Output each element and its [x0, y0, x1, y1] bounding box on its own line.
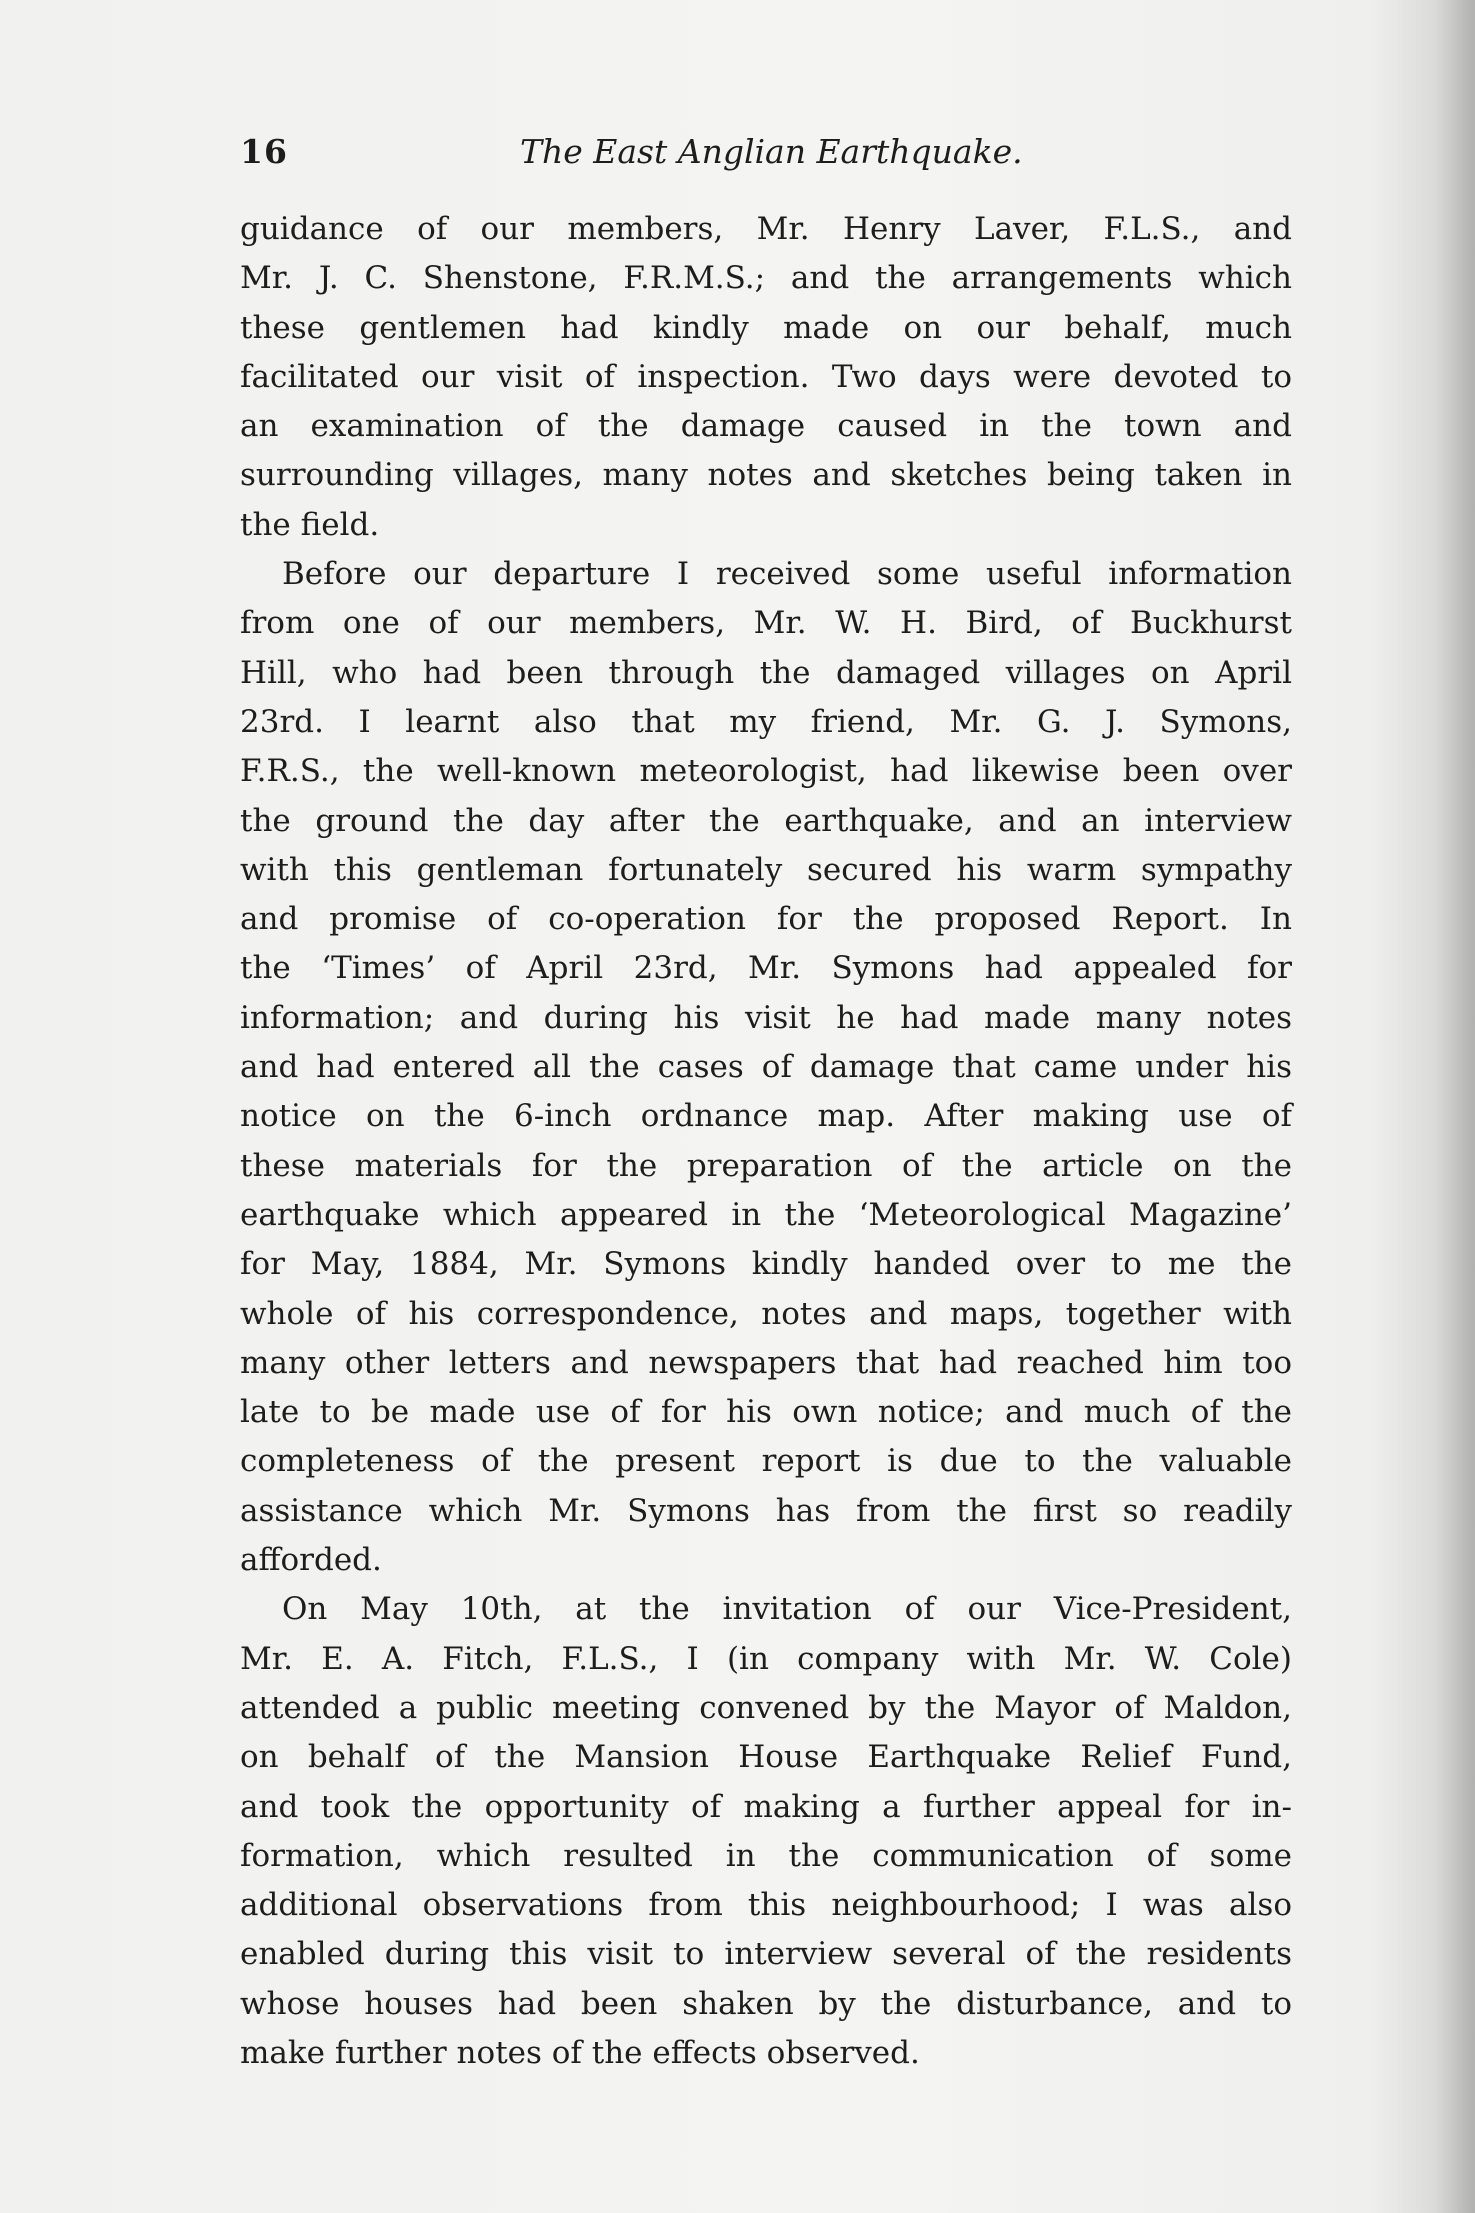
text-line: whole of his correspondence, notes and maps, together with [240, 1295, 1292, 1332]
text-line: these materials for the preparation of the article on the [240, 1147, 1292, 1184]
text-line: and promise of co-operation for the proposed Report. In [240, 901, 1292, 938]
text-line: On May 10th, at the invitation of our Vice-President, [282, 1591, 1292, 1628]
text-line: and took the opportunity of making a further appeal for in- [240, 1788, 1292, 1825]
text-line: afforded. [240, 1542, 382, 1579]
text-line: surrounding villages, many notes and sketches being taken in [240, 457, 1292, 494]
text-line: late to be made use of for his own notice; and much of the [240, 1394, 1292, 1431]
text-line: enabled during this visit to interview several of the residents [240, 1936, 1292, 1973]
text-line: many other letters and newspapers that had reached him too [240, 1344, 1292, 1381]
body-text [240, 205, 1292, 2078]
text-line: guidance of our members, Mr. Henry Laver, F.L.S., and [240, 211, 1292, 247]
text-line: formation, which resulted in the communication of some [240, 1837, 1292, 1874]
text-line: the field. [240, 506, 380, 543]
text-line: Before our departure I received some useful information [282, 556, 1292, 593]
text-line: for May, 1884, Mr. Symons kindly handed over to me the [240, 1246, 1292, 1283]
page-number: 16 [240, 132, 288, 171]
text-line: Hill, who had been through the damaged villages on April [240, 654, 1292, 691]
text-line: information; and during his visit he had made many notes [240, 999, 1292, 1036]
text-line: facilitated our visit of inspection. Two days were devoted to [240, 358, 1292, 395]
text-line: assistance which Mr. Symons has from the first so readily [240, 1492, 1292, 1529]
text-line: 23rd. I learnt also that my friend, Mr. G. J. Symons, [240, 703, 1292, 740]
text-line: an examination of the damage caused in the town and [240, 408, 1292, 445]
text-line: on behalf of the Mansion House Earthquake Relief Fund, [240, 1739, 1292, 1776]
page-edge-shadow [1435, 0, 1475, 2213]
text-line: the ‘Times’ of April 23rd, Mr. Symons had appealed for [240, 950, 1292, 987]
text-line: with this gentleman fortunately secured his warm sympathy [240, 851, 1292, 888]
text-line: Mr. J. C. Shenstone, F.R.M.S.; and the arrangements which [240, 260, 1292, 297]
text-line: these gentlemen had kindly made on our behalf, much [240, 309, 1292, 346]
text-line: and had entered all the cases of damage that came under his [240, 1049, 1292, 1086]
page-header [240, 132, 1292, 182]
text-line: from one of our members, Mr. W. H. Bird, of Buckhurst [240, 605, 1292, 642]
text-line: notice on the 6-inch ordnance map. After making use of [240, 1098, 1292, 1135]
text-line: the ground the day after the earthquake, and an interview [240, 802, 1292, 839]
text-line: completeness of the present report is due to the valuable [240, 1443, 1292, 1480]
text-line: attended a public meeting convened by the Mayor of Maldon, [240, 1689, 1292, 1726]
text-line: additional observations from this neighbourhood; I was also [240, 1887, 1292, 1924]
text-line: F.R.S., the well-known meteorologist, had likewise been over [240, 753, 1292, 790]
text-line: make further notes of the effects observed. [240, 2034, 920, 2071]
running-title: The East Anglian Earthquake. [520, 132, 1023, 171]
text-line: earthquake which appeared in the ‘Meteorological Magazine’ [240, 1196, 1292, 1233]
text-line: Mr. E. A. Fitch, F.L.S., I (in company with Mr. W. Cole) [240, 1640, 1292, 1677]
text-line: whose houses had been shaken by the disturbance, and to [240, 1985, 1292, 2022]
